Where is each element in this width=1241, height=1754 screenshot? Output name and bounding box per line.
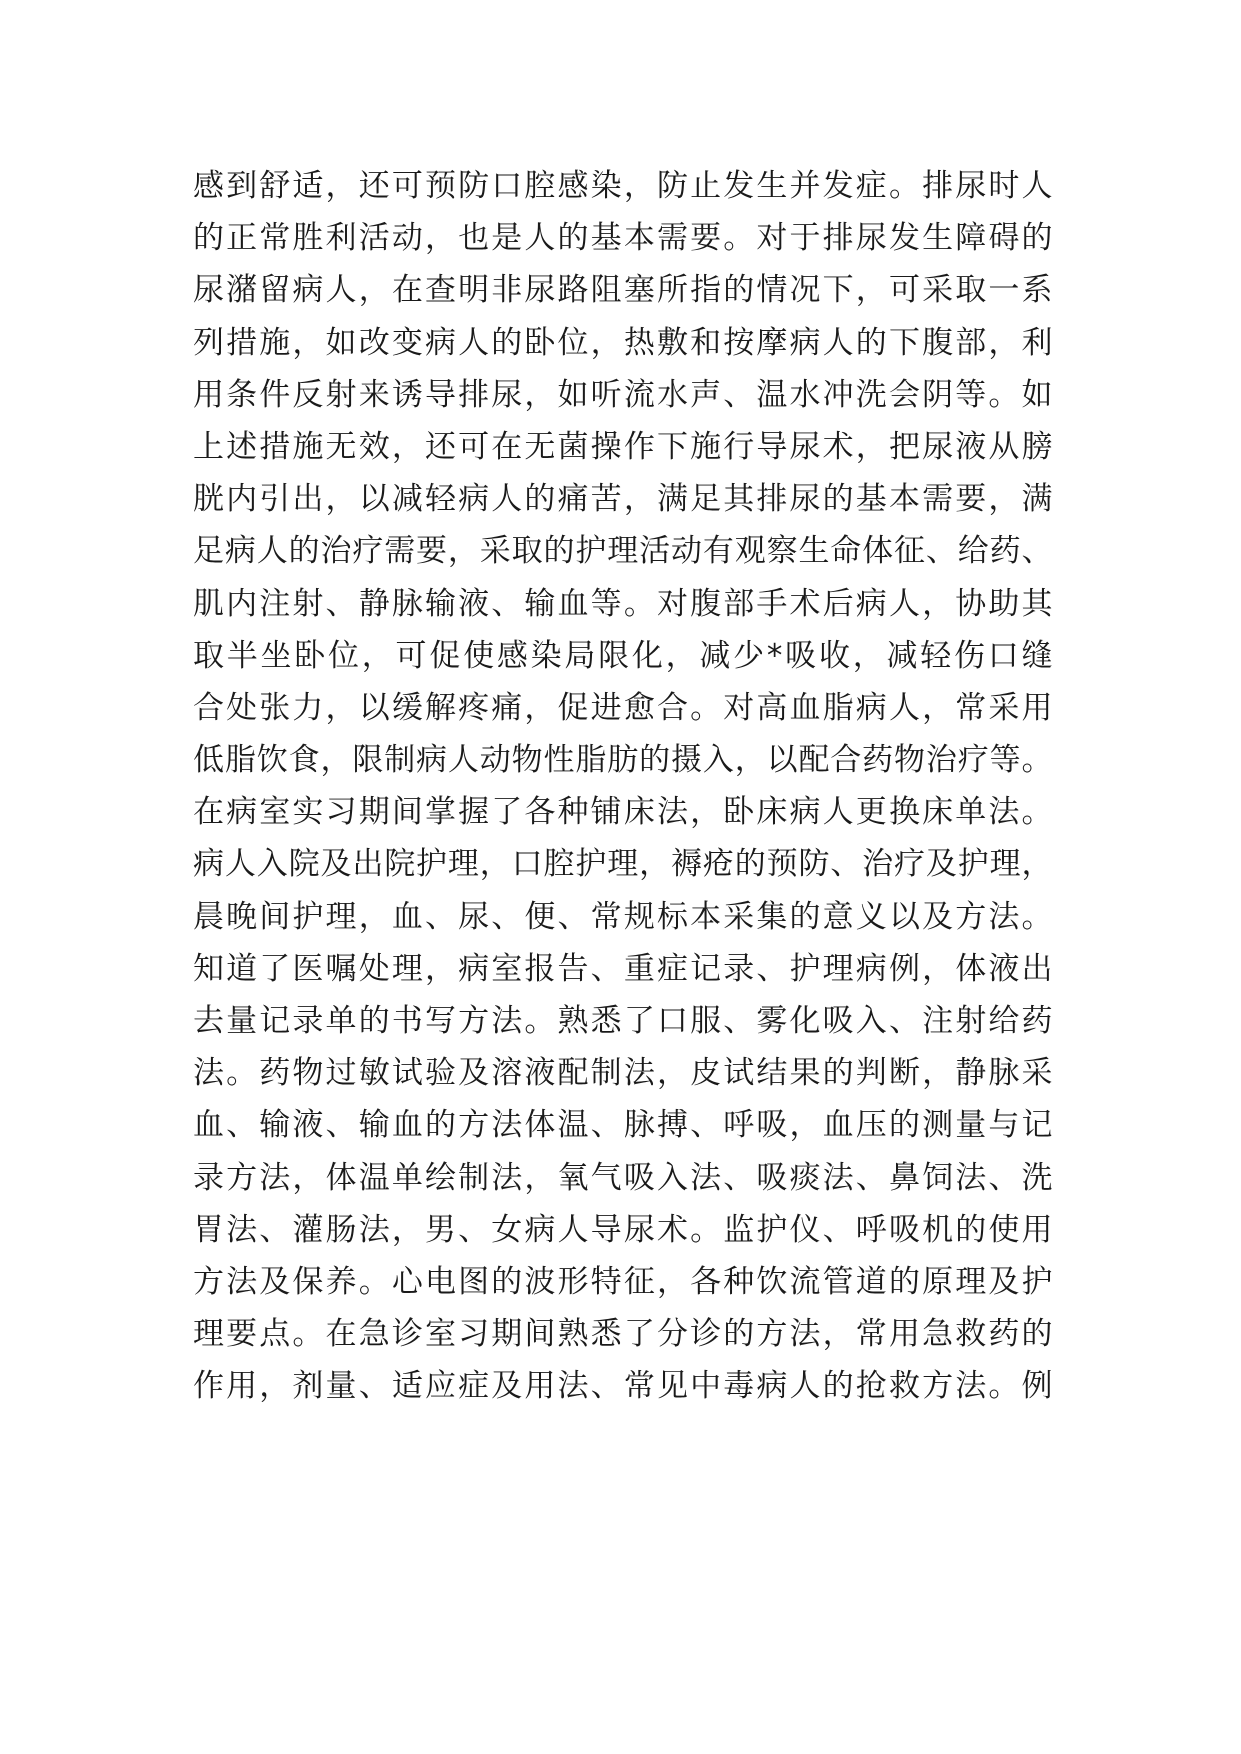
text-line: 的正常胜利活动，也是人的基本需要。对于排尿发生障碍的 xyxy=(193,220,1053,257)
text-line: 低脂饮食，限制病人动物性脂肪的摄入，以配合药物治疗等。 xyxy=(193,742,1053,779)
text-line: 足病人的治疗需要，采取的护理活动有观察生命体征、给药、 xyxy=(193,533,1053,570)
text-line: 上述措施无效，还可在无菌操作下施行导尿术，把尿液从膀 xyxy=(193,428,1053,465)
text-line: 病人入院及出院护理，口腔护理，褥疮的预防、治疗及护理， xyxy=(193,846,1053,883)
text-line: 理要点。在急诊室习期间熟悉了分诊的方法，常用急救药的 xyxy=(193,1316,1053,1353)
text-line: 合处张力，以缓解疼痛，促进愈合。对高血脂病人，常采用 xyxy=(193,689,1053,726)
text-line: 尿潴留病人，在查明非尿路阻塞所指的情况下，可采取一系 xyxy=(193,272,1053,309)
text-line: 列措施，如改变病人的卧位，热敷和按摩病人的下腹部，利 xyxy=(193,324,1053,361)
text-line: 法。药物过敏试验及溶液配制法，皮试结果的判断，静脉采 xyxy=(193,1055,1053,1092)
text-line: 用条件反射来诱导排尿，如听流水声、温水冲洗会阴等。如 xyxy=(193,376,1053,413)
body-text xyxy=(193,160,1053,1413)
text-line: 作用，剂量、适应症及用法、常见中毒病人的抢救方法。例 xyxy=(193,1368,1053,1405)
text-line: 晨晚间护理，血、尿、便、常规标本采集的意义以及方法。 xyxy=(193,898,1053,935)
text-line: 知道了医嘱处理，病室报告、重症记录、护理病例，体液出 xyxy=(193,950,1053,987)
text-line: 去量记录单的书写方法。熟悉了口服、雾化吸入、注射给药 xyxy=(193,1003,1053,1039)
text-line: 录方法，体温单绘制法，氧气吸入法、吸痰法、鼻饲法、洗 xyxy=(193,1159,1053,1196)
text-line: 感到舒适，还可预防口腔感染，防止发生并发症。排尿时人 xyxy=(193,168,1053,204)
text-line: 胱内引出，以减轻病人的痛苦，满足其排尿的基本需要，满 xyxy=(193,481,1053,518)
text-line: 胃法、灌肠法，男、女病人导尿术。监护仪、呼吸机的使用 xyxy=(193,1211,1053,1248)
text-line: 取半坐卧位，可促使感染局限化，减少*吸收，减轻伤口缝 xyxy=(193,637,1053,674)
text-line: 在病室实习期间掌握了各种铺床法，卧床病人更换床单法。 xyxy=(193,794,1053,831)
text-line: 肌内注射、静脉输液、输血等。对腹部手术后病人，协助其 xyxy=(193,585,1053,622)
text-line: 血、输液、输血的方法体温、脉搏、呼吸，血压的测量与记 xyxy=(193,1107,1053,1144)
text-line: 方法及保养。心电图的波形特征，各种饮流管道的原理及护 xyxy=(193,1263,1053,1300)
